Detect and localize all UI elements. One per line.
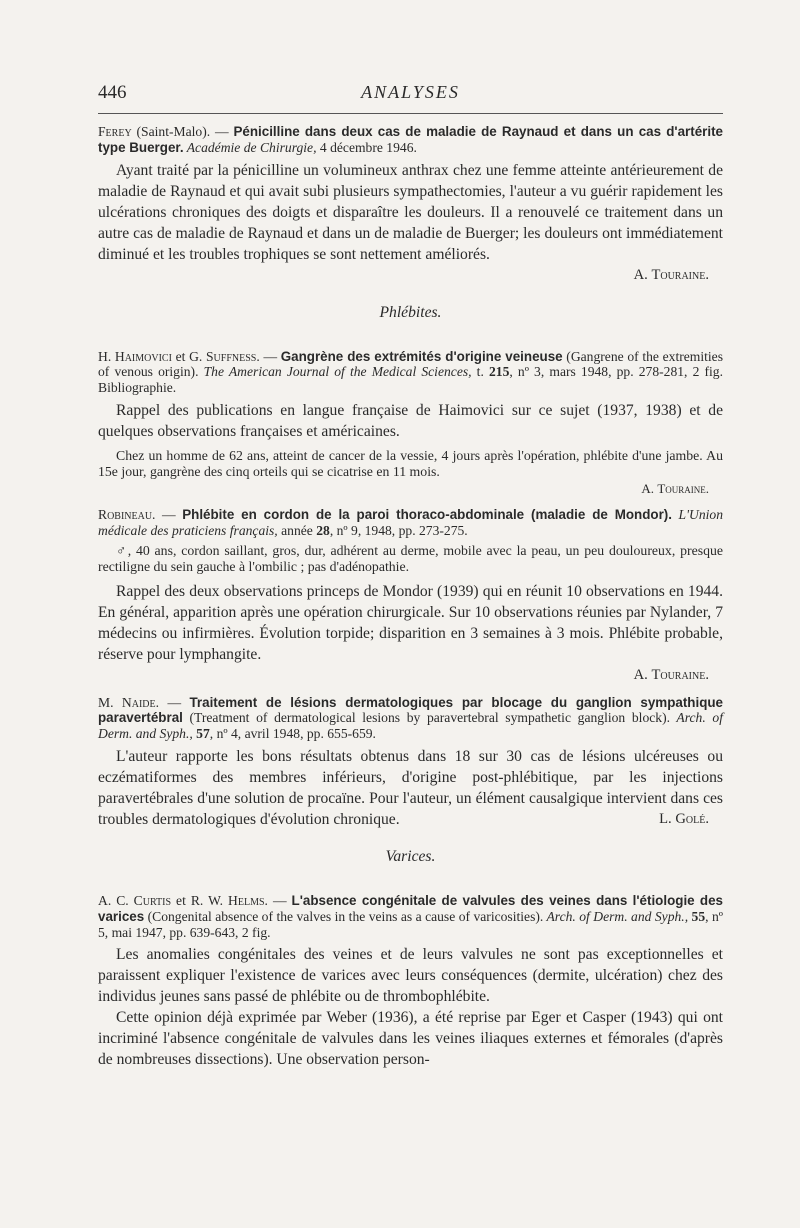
entry-4-body: L'auteur rapporte les bons résultats obtenus dans 18 sur 30 cas de lésions ulcéreuses ou eczématiformes des membres inférieurs, d'origine post-phlébitique, par les injections paravertébrales d'une solution de procaïne. Pour l'auteur, un élément causalgique intervient dans ces troubles dermatologiques d'évolution chronique. <box>98 747 723 828</box>
entry-1-signature <box>98 265 723 285</box>
entry-4-heading <box>98 695 723 742</box>
entry-4-dash: — <box>159 694 190 710</box>
entry-3-author: Robineau. <box>98 506 156 522</box>
section-heading-varices: Varices. <box>385 847 436 865</box>
entry-5-volume: 55 <box>688 908 706 924</box>
entry-1-author-place: (Saint-Malo). — <box>131 124 234 139</box>
entry-1-source: Académie de Chirurgie, <box>183 139 317 155</box>
entry-3-signature <box>98 665 723 685</box>
entry-4-sig-name: Golé. <box>675 810 709 827</box>
entry-2-author-2: G. Suffness. <box>189 348 260 364</box>
page-content <box>98 124 723 1070</box>
entry-5-body-1: Les anomalies congénitales des veines et de leurs valvules ne sont pas exceptionnelles et paraissent expliquer l'existence de varices avec leurs conséquences (dermite, ulcération) chez des individus jeunes sans passé de phlébite ou de thrombophlébite. <box>98 946 723 1006</box>
entry-5-heading <box>98 893 723 940</box>
entry-5-author-2: R. W. Helms. <box>190 892 268 908</box>
entry-2-dash: — <box>259 348 281 364</box>
entry-3-citation: , nº 9, 1948, pp. 273-275. <box>329 522 468 538</box>
section-heading-phlebites: Phlébites. <box>379 303 442 321</box>
entry-2-sig-name: Touraine. <box>657 480 709 496</box>
entry-4-source: Arch. of Derm. and Syph., <box>98 710 723 742</box>
entry-5-body-2: Cette opinion déjà exprimée par Weber (1936), a été reprise par Eger et Casper (1943) qui ont incriminé l'absence congénitale de valvules dans les veines iliaques externes et fémorales (d'après de nombreuses dissections). Une observation person- <box>98 1009 723 1069</box>
entry-2-translation: (Gangrene of the extremities of venous origin). <box>98 348 724 380</box>
running-title: ANALYSES <box>361 82 460 102</box>
entry-3-body-2: Rappel des deux observations princeps de Mondor (1939) qui en réunit 10 observations en 1944. En général, apparition après une opération chirurgicale. Sur 10 observations réunies par Nylander, 7 médecins ou infirmières. Évolution torpide; disparition en 3 semaines à 3 mois. Phlébite probable, réserve pour lymphangite. <box>98 582 723 663</box>
entry-2-author-1: H. Haimovici <box>98 348 172 364</box>
entry-3-heading <box>98 507 723 539</box>
entry-2-signature <box>98 480 723 497</box>
entry-4-author: M. Naide. <box>98 694 160 710</box>
entry-1-date: 4 décembre 1946. <box>316 139 417 155</box>
entry-5-dash: — <box>267 892 292 908</box>
entry-2-conj: et <box>171 348 190 364</box>
entry-3-body-1: ♂, 40 ans, cordon saillant, gros, dur, adhérent au derme, mobile avec la peau, un peu douloureux, presque rectiligne du sein gauche à l'ombilic ; pas d'adénopathie. <box>98 542 723 574</box>
entry-4-volume: 57 <box>192 726 210 742</box>
entry-2-sig-initial: A. <box>641 480 658 496</box>
entry-1-sig-name: Touraine. <box>651 266 709 283</box>
entry-3-dash: — <box>155 506 183 522</box>
entry-1-sig-initial: A. <box>633 266 652 283</box>
page-number: 446 <box>98 82 127 103</box>
entry-2-body-2: Chez un homme de 62 ans, atteint de cancer de la vessie, 4 jours après l'opération, phlébite d'une jambe. Au 15e jour, gangrène des cinq orteils qui se cicatrise en 11 mois. <box>98 447 723 479</box>
entry-5-conj: et <box>171 892 191 908</box>
entry-3-source: L'Union médicale des praticiens français, <box>98 506 724 538</box>
entry-2-title: Gangrène des extrémités d'origine veineuse <box>280 348 563 364</box>
entry-4-translation: (Treatment of dermatological lesions by paravertebral sympathetic ganglion block). <box>182 710 671 726</box>
entry-3-sig-name: Touraine. <box>651 666 709 683</box>
entry-2-body-1: Rappel des publications en langue française de Haimovici sur ce sujet (1937, 1938) et de quelques observations françaises et américaines. <box>98 401 723 440</box>
entry-2-heading <box>98 349 723 396</box>
entry-1-title: Pénicilline dans deux cas de maladie de Raynaud et dans un cas d'artérite type Buerger. <box>98 124 723 155</box>
entry-4-citation: , nº 4, avril 1948, pp. 655-659. <box>209 726 376 742</box>
header-rule <box>98 113 723 114</box>
entry-3-title: Phlébite en cordon de la paroi thoraco-abdominale (maladie de Mondor). <box>182 506 672 522</box>
entry-5-title: L'absence congénitale de valvules des veines dans l'étiologie des varices <box>98 892 724 924</box>
entry-3-year-pre: année <box>277 522 317 538</box>
entry-2-source: The American Journal of the Medical Sciences, <box>198 364 472 380</box>
entry-4-sig-initial: L. <box>659 810 676 827</box>
entry-3-year: 28 <box>316 522 330 538</box>
entry-2-citation: , nº 3, mars 1948, pp. 278-281, 2 fig. Bibliographie. <box>98 364 723 396</box>
entry-1-body: Ayant traité par la pénicilline un volumineux anthrax chez une femme atteinte antérieurement de maladie de Raynaud et qui avait subi plusieurs sympathectomies, l'auteur a vu guérir rapidement les ulcérations chroniques des doigts et disparaître les douleurs. Il a renouvelé ce traitement dans un autre cas de maladie de Raynaud et dans un de maladie de Buerger; les douleurs ont immédiatement diminué et les troubles trophiques se sont nettement améliorés. <box>98 161 723 263</box>
entry-2-vol-pre: t. <box>471 364 489 380</box>
entry-5-translation: (Congenital absence of the valves in the veins as a cause of varicosities). <box>144 908 544 924</box>
entry-5-author-1: A. C. Curtis <box>98 892 172 908</box>
entry-3-sig-initial: A. <box>633 666 652 683</box>
entry-5-citation: , nº 5, mai 1947, pp. 639-643, 2 fig. <box>98 908 723 940</box>
entry-4-title: Traitement de lésions dermatologiques par blocage du ganglion sympathique paravertébral <box>98 694 724 726</box>
entry-2-volume: 215 <box>489 364 510 380</box>
entry-1-heading <box>98 124 723 156</box>
entry-5-source: Arch. of Derm. and Syph., <box>543 908 689 924</box>
entry-1-author: Ferey <box>98 124 132 139</box>
page-header <box>98 82 723 106</box>
